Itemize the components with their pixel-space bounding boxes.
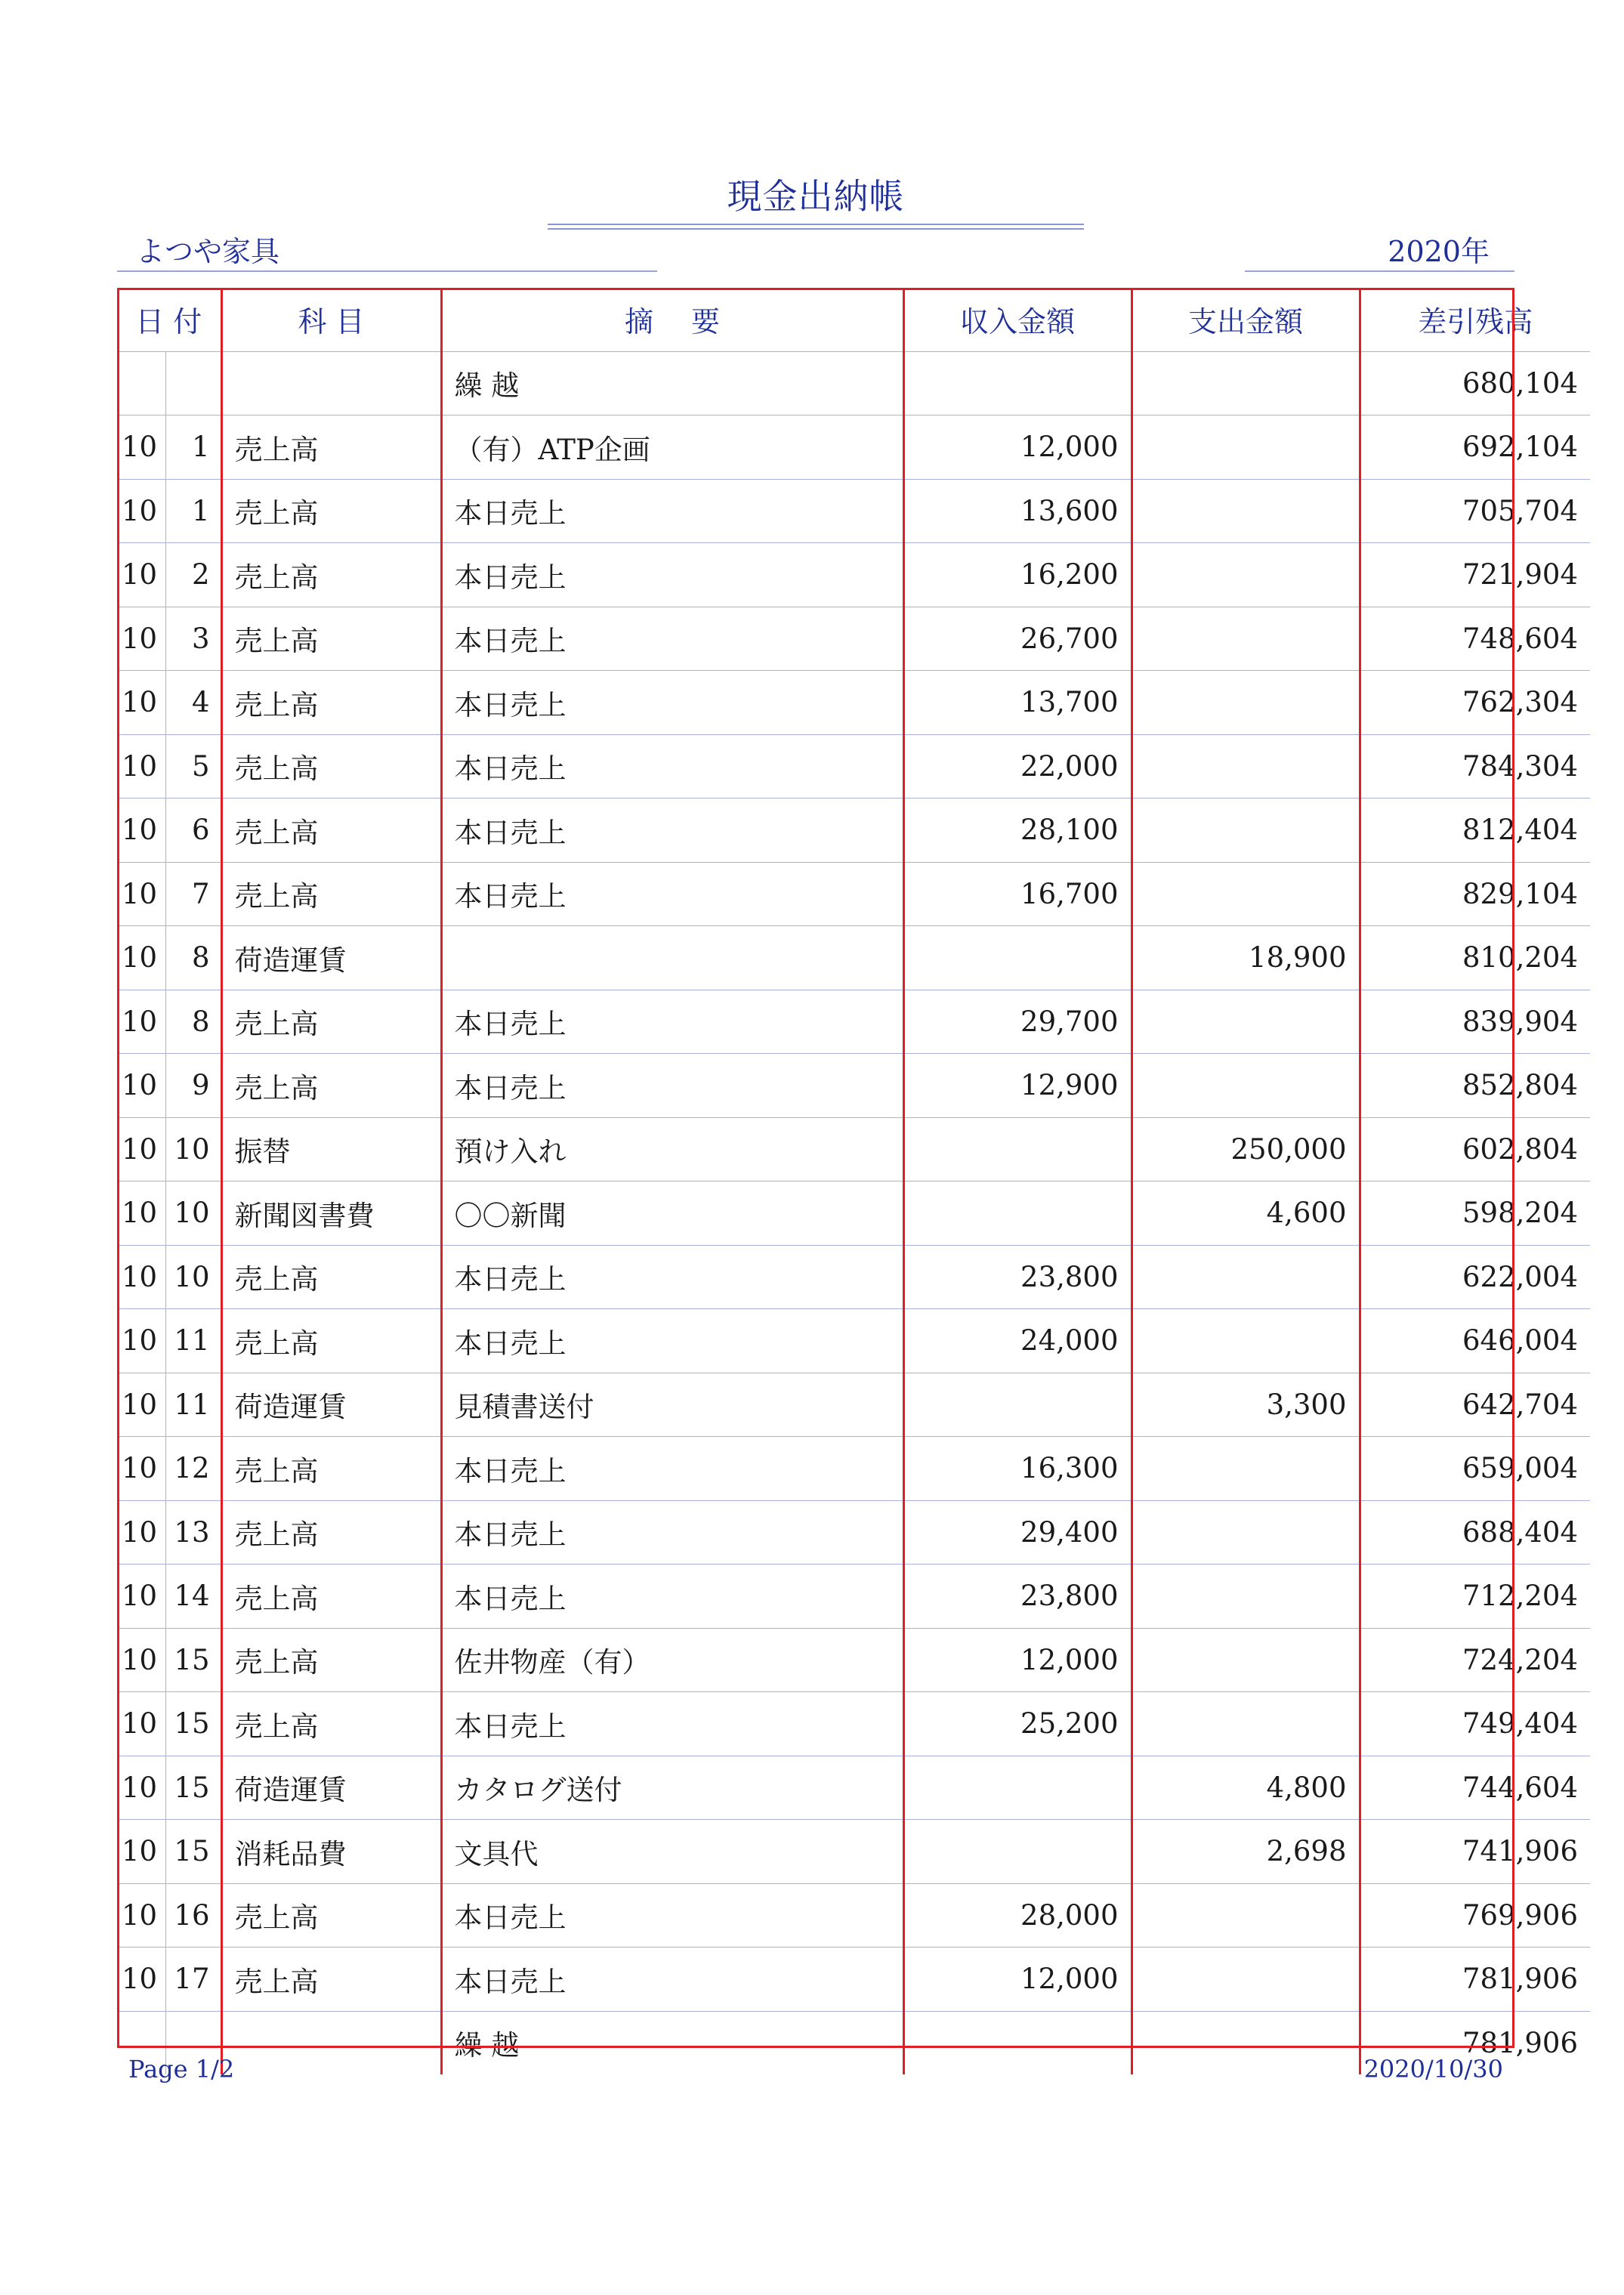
header-description: 摘 要 — [441, 288, 903, 351]
row-description: 本日売上 — [441, 1948, 903, 2012]
row-expense: 250,000 — [1132, 1117, 1360, 1181]
row-balance: 741,906 — [1360, 1820, 1590, 1884]
row-month: 10 — [117, 1820, 165, 1884]
row-expense — [1132, 1309, 1360, 1373]
row-balance: 781,906 — [1462, 2026, 1578, 2059]
header-row — [117, 288, 1590, 351]
row-expense — [1132, 607, 1360, 671]
row-expense: 4,600 — [1132, 1181, 1360, 1246]
row-description: 本日売上 — [441, 734, 903, 798]
row-income: 12,000 — [903, 415, 1132, 480]
table-row — [117, 543, 1590, 607]
row-balance: 642,704 — [1360, 1373, 1590, 1437]
row-expense — [1132, 2011, 1360, 2074]
row-account: 売上高 — [221, 798, 441, 863]
table-row — [117, 1245, 1590, 1309]
row-month — [117, 351, 165, 415]
row-description: 本日売上 — [441, 1309, 903, 1373]
row-balance: 646,004 — [1360, 1309, 1590, 1373]
row-month: 10 — [117, 1500, 165, 1564]
row-income — [903, 1756, 1132, 1820]
table-row — [117, 1628, 1590, 1692]
row-account: 振替 — [221, 1117, 441, 1181]
row-day: 9 — [165, 1054, 221, 1118]
company-name: よつや家具 — [136, 235, 280, 268]
row-day: 14 — [165, 1564, 221, 1629]
row-expense — [1132, 990, 1360, 1054]
header-balance: 差引残高 — [1360, 288, 1590, 351]
page-title: 現金出納帳 — [727, 176, 905, 217]
table-row — [117, 1500, 1590, 1564]
row-income: 28,000 — [903, 1883, 1132, 1948]
row-account: 荷造運賃 — [221, 1756, 441, 1820]
row-expense — [1132, 1500, 1360, 1564]
row-day: 2 — [165, 543, 221, 607]
header-date: 日 付 — [117, 288, 221, 351]
row-description: 本日売上 — [441, 862, 903, 926]
table-row — [117, 1820, 1590, 1884]
table-row — [117, 1437, 1590, 1501]
row-month: 10 — [117, 1309, 165, 1373]
row-account: 売上高 — [221, 1628, 441, 1692]
row-expense — [1132, 1437, 1360, 1501]
row-description: 文具代 — [441, 1820, 903, 1884]
title-double-rule — [548, 224, 1084, 230]
row-day: 11 — [165, 1309, 221, 1373]
row-income: 26,700 — [903, 607, 1132, 671]
company-underline — [117, 270, 657, 272]
row-account — [221, 2011, 441, 2074]
table-row — [117, 1117, 1590, 1181]
table-row — [117, 671, 1590, 735]
row-month: 10 — [117, 1883, 165, 1948]
row-income: 12,000 — [903, 1948, 1132, 2012]
row-description: 本日売上 — [441, 1054, 903, 1118]
row-income: 25,200 — [903, 1692, 1132, 1756]
row-expense — [1132, 1948, 1360, 2012]
table-row — [117, 798, 1590, 863]
row-month: 10 — [117, 1245, 165, 1309]
row-month: 10 — [117, 734, 165, 798]
row-day: 12 — [165, 1437, 221, 1501]
table-row — [117, 1692, 1590, 1756]
row-description: （有）ATP企画 — [441, 415, 903, 480]
row-account: 売上高 — [221, 1245, 441, 1309]
row-description: 預け入れ — [441, 1117, 903, 1181]
row-account: 売上高 — [221, 479, 441, 543]
table-row — [117, 926, 1590, 990]
row-account: 消耗品費 — [221, 1820, 441, 1884]
page-number: Page 1/2 — [128, 2055, 235, 2083]
row-income: 12,900 — [903, 1054, 1132, 1118]
table-row — [117, 415, 1590, 480]
row-month: 10 — [117, 1181, 165, 1246]
row-account: 新聞図書費 — [221, 1181, 441, 1246]
row-expense: 3,300 — [1132, 1373, 1360, 1437]
row-month: 10 — [117, 1437, 165, 1501]
row-month: 10 — [117, 1373, 165, 1437]
row-account: 売上高 — [221, 543, 441, 607]
row-income — [903, 1117, 1132, 1181]
row-month: 10 — [117, 1564, 165, 1629]
row-balance: 724,204 — [1360, 1628, 1590, 1692]
row-day: 4 — [165, 671, 221, 735]
row-balance: 659,004 — [1360, 1437, 1590, 1501]
row-income: 12,000 — [903, 1628, 1132, 1692]
row-account: 売上高 — [221, 990, 441, 1054]
row-day: 1 — [165, 415, 221, 480]
row-income — [903, 1373, 1132, 1437]
row-income: 23,800 — [903, 1245, 1132, 1309]
table-row — [117, 1054, 1590, 1118]
row-day: 17 — [165, 1948, 221, 2012]
year-underline — [1245, 270, 1514, 272]
row-account: 売上高 — [221, 1500, 441, 1564]
row-balance: 829,104 — [1360, 862, 1590, 926]
row-balance: 622,004 — [1360, 1245, 1590, 1309]
row-day: 10 — [165, 1117, 221, 1181]
row-account: 売上高 — [221, 671, 441, 735]
ledger-body — [117, 351, 1590, 2074]
row-expense — [1132, 798, 1360, 863]
row-expense — [1132, 1245, 1360, 1309]
row-day: 11 — [165, 1373, 221, 1437]
table-row — [117, 1373, 1590, 1437]
row-day: 7 — [165, 862, 221, 926]
row-description: 本日売上 — [441, 479, 903, 543]
row-expense — [1132, 1692, 1360, 1756]
row-account: 売上高 — [221, 1437, 441, 1501]
row-expense — [1132, 479, 1360, 543]
row-day: 13 — [165, 1500, 221, 1564]
row-description: 繰 越 — [441, 2011, 903, 2074]
table-row — [117, 607, 1590, 671]
row-income — [903, 351, 1132, 415]
row-day: 5 — [165, 734, 221, 798]
row-balance: 769,906 — [1360, 1883, 1590, 1948]
row-description: 本日売上 — [441, 990, 903, 1054]
row-income: 16,300 — [903, 1437, 1132, 1501]
row-description: 本日売上 — [441, 1500, 903, 1564]
table-row — [117, 734, 1590, 798]
row-balance: 812,404 — [1360, 798, 1590, 863]
cash-ledger — [117, 288, 1578, 2062]
table-row — [117, 1948, 1590, 2012]
row-account: 売上高 — [221, 1692, 441, 1756]
row-month: 10 — [117, 798, 165, 863]
row-balance: 784,304 — [1360, 734, 1590, 798]
row-expense — [1132, 671, 1360, 735]
row-description: 見積書送付 — [441, 1373, 903, 1437]
row-description: 本日売上 — [441, 1245, 903, 1309]
table-row — [117, 1883, 1590, 1948]
row-account: 売上高 — [221, 1883, 441, 1948]
row-day: 15 — [165, 1692, 221, 1756]
row-balance: 602,804 — [1360, 1117, 1590, 1181]
row-income — [903, 926, 1132, 990]
table-row — [117, 1181, 1590, 1246]
row-income: 16,200 — [903, 543, 1132, 607]
row-month: 10 — [117, 926, 165, 990]
row-balance: 781,906 — [1360, 1948, 1590, 2012]
header-account: 科 目 — [221, 288, 441, 351]
row-expense — [1132, 1628, 1360, 1692]
row-balance: 810,204 — [1360, 926, 1590, 990]
row-month: 10 — [117, 1117, 165, 1181]
row-balance: 688,404 — [1360, 1500, 1590, 1564]
row-balance: 749,404 — [1360, 1692, 1590, 1756]
row-account: 売上高 — [221, 415, 441, 480]
row-description — [441, 926, 903, 990]
row-description: 本日売上 — [441, 1692, 903, 1756]
row-account: 売上高 — [221, 1948, 441, 2012]
row-month: 10 — [117, 1628, 165, 1692]
row-balance: 680,104 — [1360, 351, 1590, 415]
row-description: 佐井物産（有） — [441, 1628, 903, 1692]
row-balance: 705,704 — [1360, 479, 1590, 543]
row-income: 22,000 — [903, 734, 1132, 798]
row-expense — [1132, 1564, 1360, 1629]
print-date: 2020/10/30 — [1363, 2055, 1503, 2083]
header-income: 収入金額 — [903, 288, 1132, 351]
row-day: 8 — [165, 990, 221, 1054]
row-day: 15 — [165, 1756, 221, 1820]
row-expense — [1132, 1054, 1360, 1118]
row-income: 24,000 — [903, 1309, 1132, 1373]
row-day: 15 — [165, 1628, 221, 1692]
row-month: 10 — [117, 1756, 165, 1820]
row-description: 〇〇新聞 — [441, 1181, 903, 1246]
row-description: 本日売上 — [441, 1437, 903, 1501]
row-day: 15 — [165, 1820, 221, 1884]
row-expense — [1132, 415, 1360, 480]
row-income — [903, 1181, 1132, 1246]
table-row — [117, 351, 1590, 415]
row-balance: 598,204 — [1360, 1181, 1590, 1246]
row-description: 本日売上 — [441, 798, 903, 863]
row-expense: 18,900 — [1132, 926, 1360, 990]
row-description: 本日売上 — [441, 671, 903, 735]
row-description: 本日売上 — [441, 1564, 903, 1629]
row-income — [903, 2011, 1132, 2074]
row-income: 13,700 — [903, 671, 1132, 735]
row-description: 本日売上 — [441, 607, 903, 671]
row-expense — [1132, 351, 1360, 415]
row-month: 10 — [117, 862, 165, 926]
row-account: 売上高 — [221, 862, 441, 926]
row-description: 本日売上 — [441, 543, 903, 607]
row-account: 売上高 — [221, 734, 441, 798]
row-income: 29,700 — [903, 990, 1132, 1054]
row-income: 16,700 — [903, 862, 1132, 926]
row-account: 売上高 — [221, 1564, 441, 1629]
row-expense — [1132, 862, 1360, 926]
ledger-table — [117, 288, 1590, 2074]
row-expense: 4,800 — [1132, 1756, 1360, 1820]
row-account: 荷造運賃 — [221, 926, 441, 990]
table-row — [117, 1309, 1590, 1373]
row-month: 10 — [117, 543, 165, 607]
row-description: 本日売上 — [441, 1883, 903, 1948]
row-month: 10 — [117, 671, 165, 735]
row-day: 3 — [165, 607, 221, 671]
row-month: 10 — [117, 1692, 165, 1756]
row-account: 荷造運賃 — [221, 1373, 441, 1437]
row-balance: 692,104 — [1360, 415, 1590, 480]
header-expense: 支出金額 — [1132, 288, 1360, 351]
row-balance: 744,604 — [1360, 1756, 1590, 1820]
table-row — [117, 1564, 1590, 1629]
row-income: 13,600 — [903, 479, 1132, 543]
row-expense — [1132, 543, 1360, 607]
row-balance: 762,304 — [1360, 671, 1590, 735]
row-expense — [1132, 734, 1360, 798]
row-description: カタログ送付 — [441, 1756, 903, 1820]
title-block — [548, 172, 1084, 230]
row-day: 10 — [165, 1245, 221, 1309]
table-row — [117, 990, 1590, 1054]
row-balance: 748,604 — [1360, 607, 1590, 671]
row-income: 29,400 — [903, 1500, 1132, 1564]
row-account: 売上高 — [221, 607, 441, 671]
row-month: 10 — [117, 415, 165, 480]
row-day — [165, 351, 221, 415]
row-account: 売上高 — [221, 1054, 441, 1118]
row-expense: 2,698 — [1132, 1820, 1360, 1884]
row-description: 繰 越 — [441, 351, 903, 415]
table-row — [117, 479, 1590, 543]
row-account — [221, 351, 441, 415]
table-row — [117, 1756, 1590, 1820]
row-month: 10 — [117, 1948, 165, 2012]
row-day: 10 — [165, 1181, 221, 1246]
row-account: 売上高 — [221, 1309, 441, 1373]
row-day: 6 — [165, 798, 221, 863]
row-income — [903, 1820, 1132, 1884]
row-month: 10 — [117, 607, 165, 671]
row-month: 10 — [117, 1054, 165, 1118]
table-row — [117, 862, 1590, 926]
row-day: 1 — [165, 479, 221, 543]
row-month: 10 — [117, 990, 165, 1054]
row-balance: 712,204 — [1360, 1564, 1590, 1629]
row-day: 16 — [165, 1883, 221, 1948]
row-income: 28,100 — [903, 798, 1132, 863]
row-expense — [1132, 1883, 1360, 1948]
ledger-year: 2020年 — [1388, 235, 1490, 268]
row-day: 8 — [165, 926, 221, 990]
row-balance: 839,904 — [1360, 990, 1590, 1054]
row-income: 23,800 — [903, 1564, 1132, 1629]
row-balance: 852,804 — [1360, 1054, 1590, 1118]
row-balance: 721,904 — [1360, 543, 1590, 607]
row-month: 10 — [117, 479, 165, 543]
